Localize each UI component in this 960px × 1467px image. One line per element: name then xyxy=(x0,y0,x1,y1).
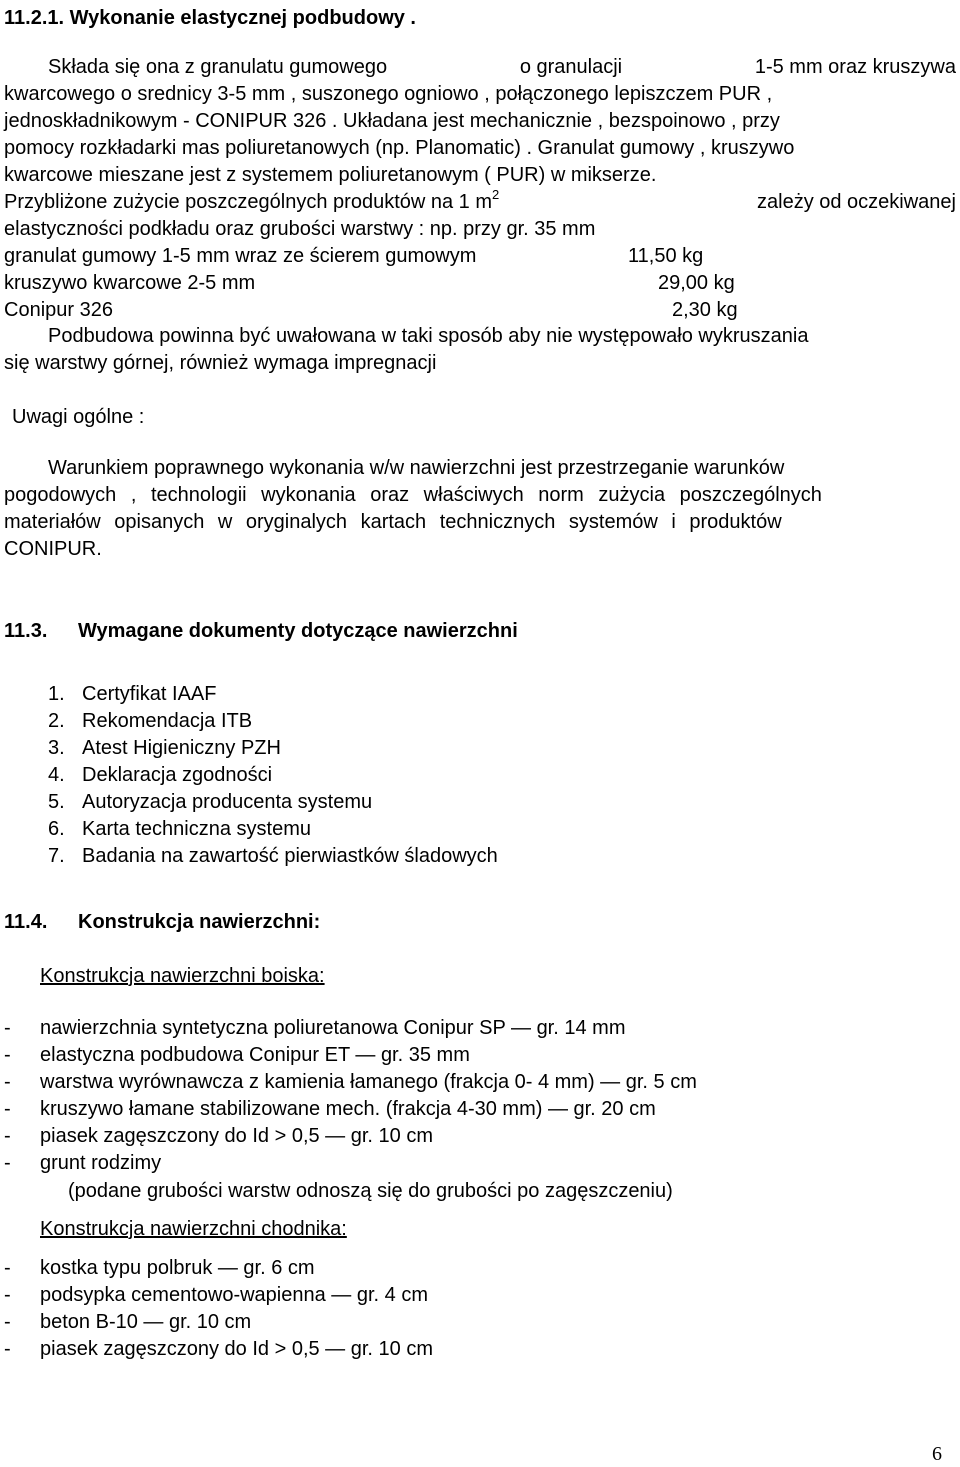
pitch-note: (podane grubości warstw odnoszą się do grubości po zagęszczeniu) xyxy=(68,1180,673,1202)
section-114-title: Konstrukcja nawierzchni: xyxy=(78,911,321,933)
section-114-number: 11.4. xyxy=(4,911,48,933)
consumption-value: 29,00 kg xyxy=(658,272,735,294)
list-item: - kruszywo łamane stabilizowane mech. (frakcja 4-30 mm) — gr. 20 cm xyxy=(4,1098,656,1120)
list-item: 6. Karta techniczna systemu xyxy=(48,818,311,840)
notes-line2: pogodowych , technologii wykonania oraz właściwych norm zużycia poszczególnych xyxy=(4,484,822,506)
list-item: - beton B-10 — gr. 10 cm xyxy=(4,1311,252,1333)
pitch-title: Konstrukcja nawierzchni boiska: xyxy=(40,965,325,987)
list-item: - piasek zagęszczony do Id > 0,5 — gr. 10 cm xyxy=(4,1338,433,1360)
list-item: - nawierzchnia syntetyczna poliuretanowa Conipur SP — gr. 14 mm xyxy=(4,1017,626,1039)
notes-line1: Warunkiem poprawnego wykonania w/w nawierzchni jest przestrzeganie warunków xyxy=(48,457,785,479)
list-item: 3. Atest Higieniczny PZH xyxy=(48,737,281,759)
para2-line2: się warstwy górnej, również wymaga impregnacji xyxy=(4,352,437,374)
list-item: 4. Deklaracja zgodności xyxy=(48,764,273,786)
consumption-row: kruszywo kwarcowe 2-5 mm xyxy=(4,272,256,294)
para1-line4: pomocy rozkładarki mas poliuretanowych (np. Planomatic) . Granulat gumowy , kruszywo xyxy=(4,137,795,159)
para2-line1: Podbudowa powinna być uwałowana w taki sposób aby nie występowało wykruszania xyxy=(48,325,809,347)
list-item: - piasek zagęszczony do Id > 0,5 — gr. 10 cm xyxy=(4,1125,433,1147)
page-number: 6 xyxy=(932,1443,942,1465)
notes-line4: CONIPUR. xyxy=(4,538,102,560)
list-item: 1. Certyfikat IAAF xyxy=(48,683,217,705)
list-item: 7. Badania na zawartość pierwiastków śladowych xyxy=(48,845,498,867)
list-item: - warstwa wyrównawcza z kamienia łamanego (frakcja 0- 4 mm) — gr. 5 cm xyxy=(4,1071,697,1093)
consumption-row: Conipur 326 xyxy=(4,299,113,321)
list-item: 5. Autoryzacja producenta systemu xyxy=(48,791,373,813)
para1-line1: Składa się ona z granulatu gumowego o granulacji 1-5 mm oraz kruszywa xyxy=(48,56,956,78)
section-113-number: 11.3. xyxy=(4,620,48,642)
consumption-value: 2,30 kg xyxy=(672,299,738,321)
para1-line3: jednoskładnikowym - CONIPUR 326 . Układana jest mechanicznie , bezspoinowo , przy xyxy=(4,110,780,132)
notes-line3: materiałów opisanych w oryginalych kartach technicznych systemów i produktów xyxy=(4,511,782,533)
section-113-title: Wymagane dokumenty dotyczące nawierzchni xyxy=(78,620,518,642)
list-item: - kostka typu polbruk — gr. 6 cm xyxy=(4,1257,315,1279)
para1-line7: elastyczności podkładu oraz grubości warstwy : np. przy gr. 35 mm xyxy=(4,218,596,240)
para1-line5: kwarcowe mieszane jest z systemem poliuretanowym ( PUR) w mikserze. xyxy=(4,164,657,186)
consumption-row: granulat gumowy 1-5 mm wraz ze ścierem gumowym xyxy=(4,245,477,267)
list-item: - elastyczna podbudowa Conipur ET — gr. 35 mm xyxy=(4,1044,470,1066)
path-title: Konstrukcja nawierzchni chodnika: xyxy=(40,1218,347,1240)
list-item: 2. Rekomendacja ITB xyxy=(48,710,253,732)
superscript-2: 2 xyxy=(492,187,500,202)
consumption-value: 11,50 kg xyxy=(628,245,704,267)
heading-11-2-1: 11.2.1. Wykonanie elastycznej podbudowy . xyxy=(4,7,416,29)
para1-line6: Przybliżone zużycie poszczególnych produktów na 1 $m^2$ zależy od oczekiwanej xyxy=(4,187,956,213)
para1-line2: kwarcowego o srednicy 3-5 mm , suszonego ogniowo , połączonego lepiszczem PUR , xyxy=(4,83,773,105)
notes-title: Uwagi ogólne : xyxy=(12,406,145,428)
list-item: - grunt rodzimy xyxy=(4,1152,162,1174)
list-item: - podsypka cementowo-wapienna — gr. 4 cm xyxy=(4,1284,428,1306)
